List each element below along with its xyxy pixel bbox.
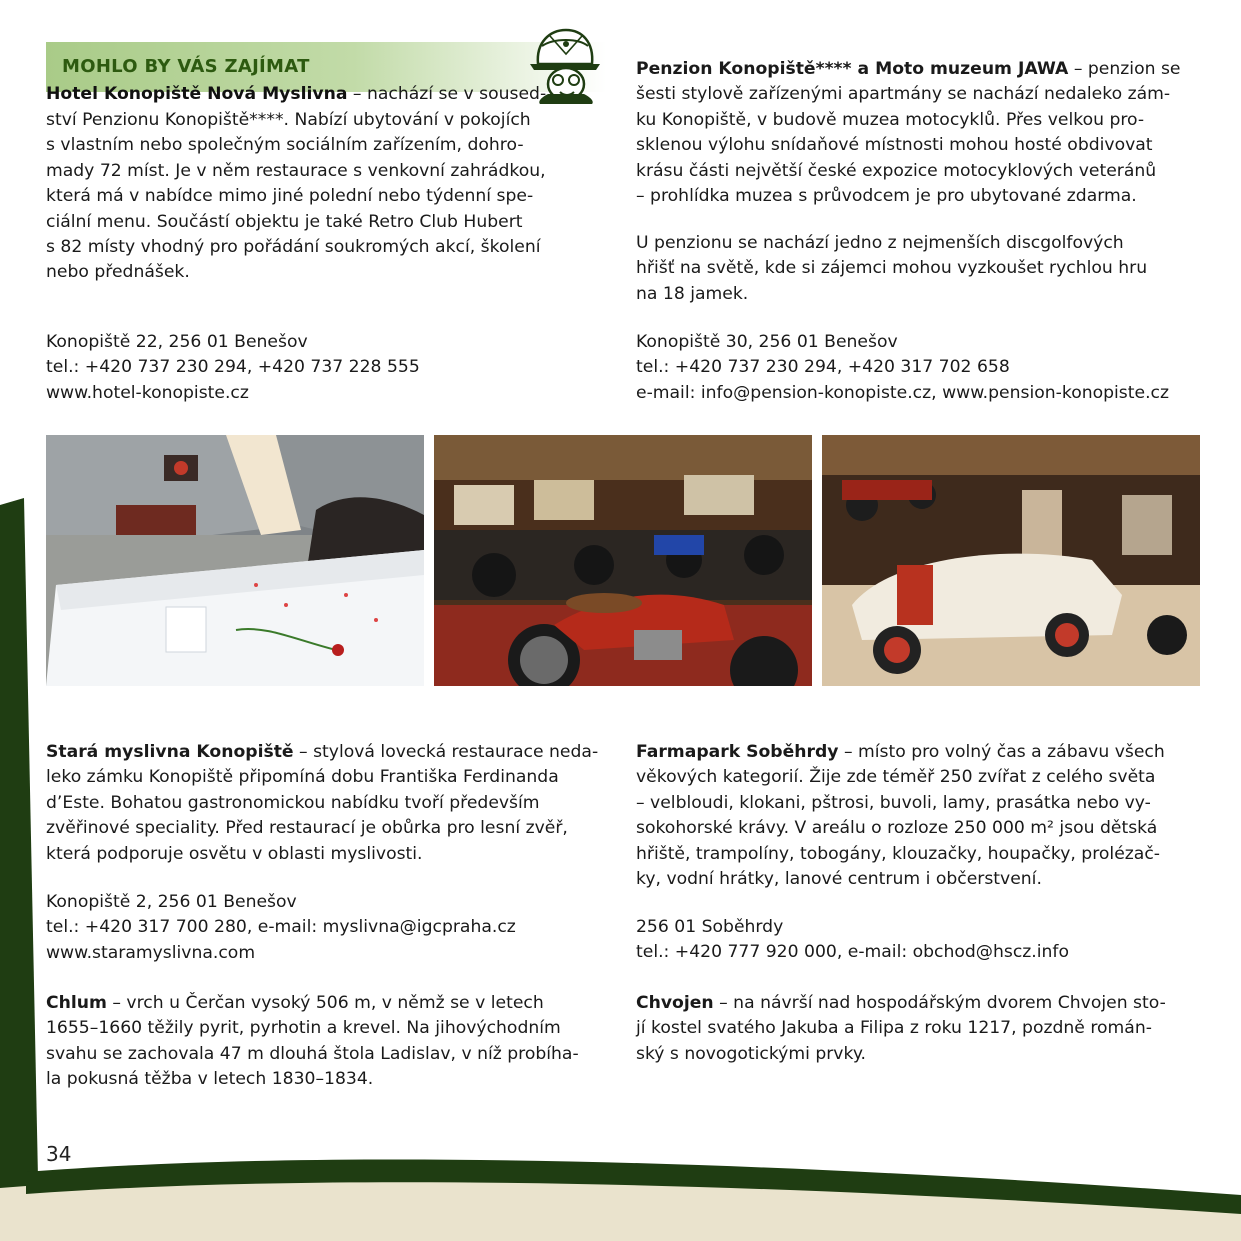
hotel-desc-line: s vlastním nebo společným sociálním zařízením, dohro-: [46, 135, 524, 156]
penzion-desc-line: ku Konopiště, v budově muzea motocyklů. Přes velkou pro-: [636, 109, 1145, 130]
myslivna-description: [46, 740, 598, 867]
hotel-web-link[interactable]: www.hotel-konopiste.cz: [46, 382, 249, 403]
myslivna-desc-line: leko zámku Konopiště připomíná dobu Františka Ferdinanda: [46, 767, 559, 788]
penzion-desc2-line: na 18 jamek.: [636, 283, 749, 304]
myslivna-desc-line: která podporuje osvětu v oblasti myslivosti.: [46, 843, 423, 864]
penzion-desc2-line: U penzionu se nachází jedno z nejmenších discgolfových: [636, 233, 1124, 253]
farmapark-desc-line: věkových kategorií. Žije zde téměř 250 zvířat z celého světa: [636, 767, 1156, 788]
jawa-motorcycle-museum-photo: [434, 435, 812, 686]
penzion-desc-line: – prohlídka muzea s průvodcem je pro ubytované zdarma.: [636, 186, 1137, 207]
myslivna-contact: [46, 890, 516, 966]
hotel-name: Hotel Konopiště Nová Myslivna: [46, 84, 348, 104]
penzion-desc-line: sklenou výlohu snídaňové místnosti mohou hosté obdivovat: [636, 135, 1153, 156]
chlum-desc-line: la pokusná těžba v letech 1830–1834.: [46, 1069, 374, 1090]
myslivna-desc-line: zvěřinové speciality. Před restaurací je obůrka pro lesní zvěř,: [46, 818, 568, 839]
hotel-address: Konopiště 22, 256 01 Benešov: [46, 332, 308, 352]
penzion-name: Penzion Konopiště**** a Moto muzeum JAWA: [636, 59, 1069, 79]
farmapark-description: [636, 740, 1165, 892]
farmapark-desc-line: – velbloudi, klokani, pštrosi, buvoli, lamy, prasátka nebo vy-: [636, 792, 1151, 813]
chvojen-desc-line: ský s novogotickými prvky.: [636, 1043, 866, 1064]
farmapark-desc-line: sokohorské krávy. V areálu o rozloze 250 000 m² jsou dětská: [636, 818, 1158, 839]
hotel-desc-line: ciální menu. Součástí objektu je také Retro Club Hubert: [46, 211, 523, 232]
myslivna-desc-line: d’Este. Bohatou gastronomickou nabídku tvoří především: [46, 792, 540, 813]
penzion-discgolf: [636, 231, 1147, 307]
myslivna-web-link[interactable]: www.staramyslivna.com: [46, 942, 256, 963]
hotel-desc-line: která má v nabídce mimo jiné polední nebo týdenní spe-: [46, 186, 534, 207]
hotel-desc-line: – nachází se v soused-: [352, 84, 547, 104]
hotel-description: [46, 82, 611, 107]
myslivna-phone-email[interactable]: tel.: +420 317 700 280, e-mail: myslivna@igcpraha.cz: [46, 917, 516, 938]
myslivna-address: Konopiště 2, 256 01 Benešov: [46, 892, 297, 912]
penzion-description: [636, 57, 1180, 209]
hotel-desc-line: nebo přednášek.: [46, 262, 190, 283]
chlum-desc-line: – vrch u Čerčan vysoký 506 m, v němž se v letech: [112, 993, 544, 1013]
chlum-desc-line: 1655–1660 těžily pyrit, pyrhotin a krevel. Na jihovýchodním: [46, 1018, 561, 1039]
chvojen-desc-line: – na návrší nad hospodářským dvorem Chvojen sto-: [719, 993, 1166, 1013]
penzion-desc2-line: hřišť na světě, kde si zájemci mohou vyzkoušet rychlou hru: [636, 258, 1148, 279]
penzion-address: Konopiště 30, 256 01 Benešov: [636, 332, 898, 352]
myslivna-desc-line: – stylová lovecká restaurace neda-: [299, 742, 599, 762]
penzion-desc-line: krásu části největší české expozice motocyklových veteránů: [636, 160, 1157, 181]
farmapark-desc-line: – místo pro volný čas a zábavu všech: [843, 742, 1165, 762]
hotel-desc-line: mady 72 míst. Je v něm restaurace s venkovní zahrádkou,: [46, 160, 546, 181]
myslivna-name: Stará myslivna Konopiště: [46, 742, 294, 762]
vintage-car-museum-photo: [822, 435, 1200, 686]
farmapark-phone-email[interactable]: tel.: +420 777 920 000, e-mail: obchod@hscz.info: [636, 942, 1070, 963]
penzion-desc-line: šesti stylově zařízenými apartmány se nachází nedaleko zám-: [636, 84, 1171, 105]
chvojen-desc-line: jí kostel svatého Jakuba a Filipa z roku 1217, pozdně román-: [636, 1018, 1152, 1039]
chlum-name: Chlum: [46, 993, 107, 1013]
chvojen-name: Chvojen: [636, 993, 714, 1013]
hotel-desc-rest: [46, 108, 546, 286]
section-header-title: MOHLO BY VÁS ZAJÍMAT: [62, 56, 310, 77]
penzion-desc-line: – penzion se: [1073, 59, 1181, 79]
chvojen-description: [636, 991, 1166, 1067]
chlum-description: [46, 991, 579, 1093]
penzion-email-web[interactable]: e-mail: info@pension-konopiste.cz, www.pension-konopiste.cz: [636, 382, 1170, 403]
farmapark-desc-line: hřiště, trampolíny, tobogány, klouzačky, houpačky, prolézač-: [636, 843, 1160, 864]
hotel-contact: [46, 330, 420, 406]
hotel-phone: tel.: +420 737 230 294, +420 737 228 555: [46, 357, 420, 378]
hotel-bedroom-photo: [46, 435, 424, 686]
farmapark-contact: [636, 915, 1069, 966]
page-number: 34: [46, 1142, 72, 1166]
farmapark-desc-line: ky, vodní hrátky, lanové centrum i občerstvení.: [636, 869, 1042, 890]
hotel-desc-line: s 82 místy vhodný pro pořádání soukromých akcí, školení: [46, 237, 541, 258]
farmapark-name: Farmapark Soběhrdy: [636, 742, 839, 762]
penzion-phone: tel.: +420 737 230 294, +420 317 702 658: [636, 357, 1010, 378]
hotel-desc-line: ství Penzionu Konopiště****. Nabízí ubytování v pokojích: [46, 110, 531, 130]
farmapark-address: 256 01 Soběhrdy: [636, 917, 784, 937]
chlum-desc-line: svahu se zachovala 47 m dlouhá štola Ladislav, v níž probíha-: [46, 1043, 579, 1064]
penzion-contact: [636, 330, 1169, 406]
